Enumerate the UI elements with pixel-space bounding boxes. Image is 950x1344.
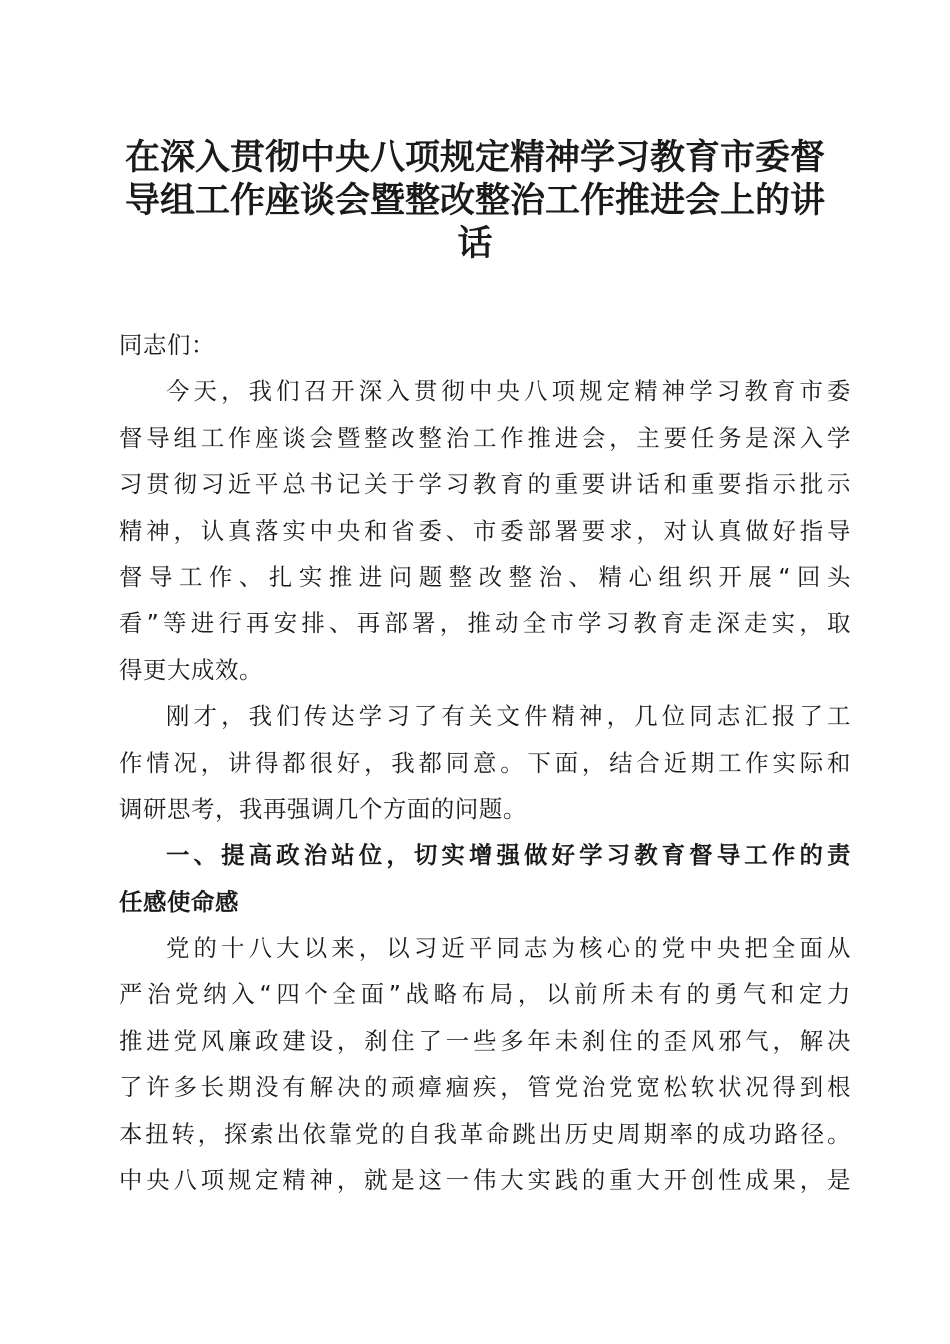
- heading-line: 一、提高政治站位，切实增强做好学习教育督导工作的责: [166, 841, 851, 870]
- text-line: 督导组工作座谈会暨整改整治工作推进会，主要任务是深入学: [119, 423, 851, 452]
- title-line: 在深入贯彻中央八项规定精神学习教育市委督: [124, 137, 825, 178]
- text-line: 刚才，我们传达学习了有关文件精神，几位同志汇报了工: [166, 702, 851, 731]
- text-line: 今天，我们召开深入贯彻中央八项规定精神学习教育市委: [166, 377, 851, 406]
- text-line: 得更大成效。: [119, 655, 263, 684]
- document-title: [100, 136, 850, 265]
- document-body: [119, 322, 851, 1203]
- text-line: 推进党风廉政建设，刹住了一些多年未刹住的歪风邪气，解决: [119, 1026, 851, 1055]
- text-line: 中央八项规定精神，就是这一伟大实践的重大开创性成果，是: [119, 1166, 851, 1195]
- text-line: 看”等进行再安排、再部署，推动全市学习教育走深走实，取: [119, 609, 851, 638]
- title-line: 话: [457, 223, 493, 264]
- text-line: 精神，认真落实中央和省委、市委部署要求，对认真做好指导: [119, 516, 851, 545]
- text-line: 督导工作、扎实推进问题整改整治、精心组织开展“回头: [119, 562, 851, 591]
- text-line: 调研思考，我再强调几个方面的问题。: [119, 794, 527, 823]
- paragraph-3: [119, 925, 851, 1203]
- text-line: 了许多长期没有解决的顽瘴痼疾，管党治党宽松软状况得到根: [119, 1073, 851, 1102]
- section-1-heading: [119, 832, 851, 925]
- title-line: 导组工作座谈会暨整改整治工作推进会上的讲: [124, 180, 825, 221]
- text-line: 习贯彻习近平总书记关于学习教育的重要讲话和重要指示批示: [119, 470, 851, 499]
- heading-line: 任感使命感: [119, 887, 239, 916]
- text-line: 作情况，讲得都很好，我都同意。下面，结合近期工作实际和: [119, 748, 851, 777]
- text-line: 党的十八大以来，以习近平同志为核心的党中央把全面从: [166, 934, 851, 963]
- paragraph-2: [119, 693, 851, 832]
- paragraph-1: [119, 368, 851, 693]
- salutation: 同志们：: [119, 331, 215, 359]
- text-line: 本扭转，探索出依靠党的自我革命跳出历史周期率的成功路径。: [119, 1119, 851, 1148]
- text-line: 严治党纳入“四个全面”战略布局，以前所未有的勇气和定力: [119, 980, 851, 1009]
